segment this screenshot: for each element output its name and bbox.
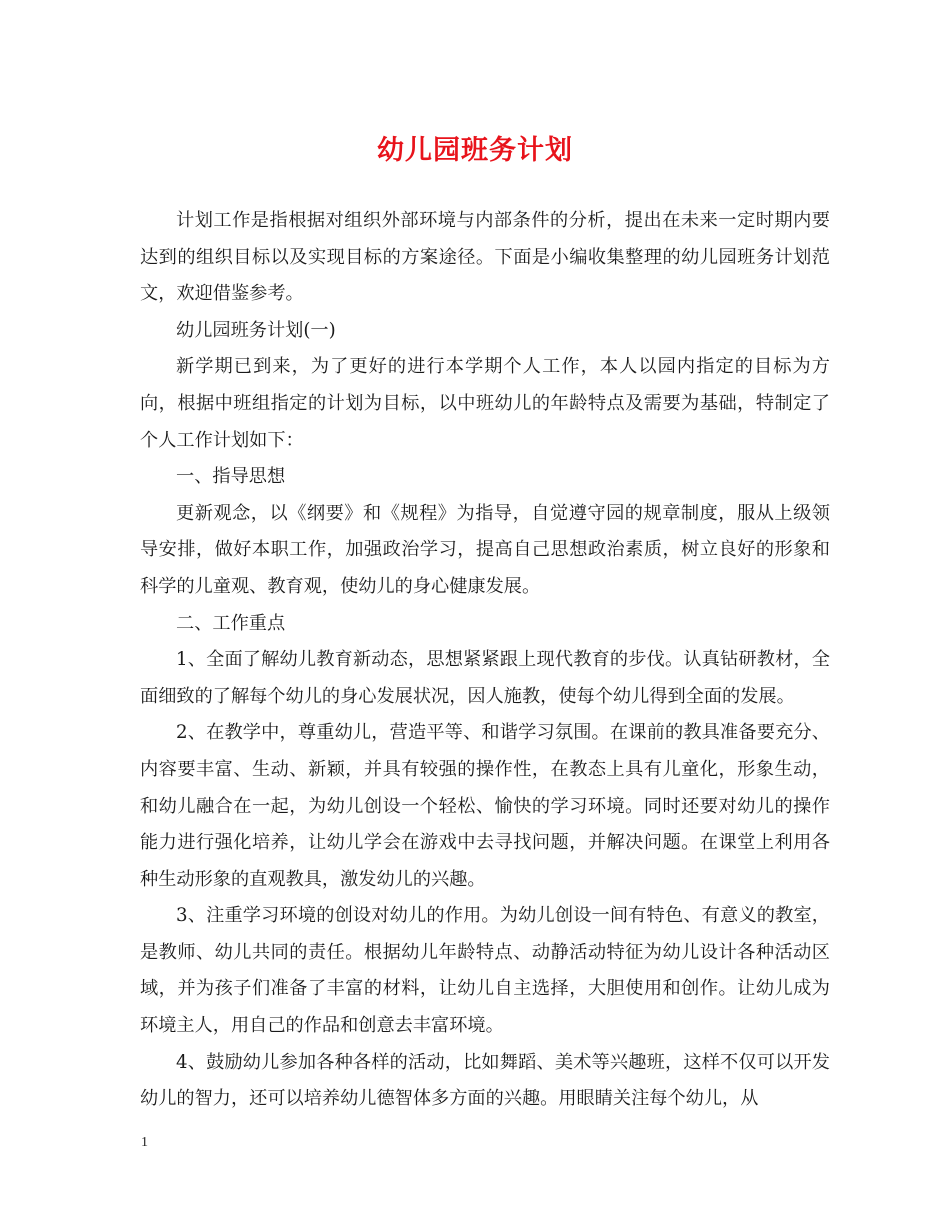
paragraph: 2、在教学中，尊重幼儿，营造平等、和谐学习氛围。在课前的教具准备要充分、内容要丰富、生动、新颖，并具有较强的操作性，在教态上具有儿童化，形象生动，和幼儿融合在一起，为幼儿创设一个轻松、愉快的学习环境。同时还要对幼儿的操作能力进行强化培养，让幼儿学会在游戏中去寻找问题，并解决问题。在课堂上利用各种生动形象的直观教具，激发幼儿的兴趣。 — [140, 722, 830, 890]
paragraph: 新学期已到来，为了更好的进行本学期个人工作，本人以园内指定的目标为方向，根据中班组指定的计划为目标，以中班幼儿的年龄特点及需要为基础，特制定了个人工作计划如下： — [140, 356, 830, 451]
paragraph-intro: 计划工作是指根据对组织外部环境与内部条件的分析，提出在未来一定时期内要达到的组织目标以及实现目标的方案途径。下面是小编收集整理的幼儿园班务计划范文，欢迎借鉴参考。 — [140, 210, 830, 305]
paragraph-subtitle: 幼儿园班务计划(一) — [176, 319, 336, 341]
paragraph: 更新观念，以《纲要》和《规程》为指导，自觉遵守园的规章制度，服从上级领导安排，做好本职工作，加强政治学习，提高自己思想政治素质，树立良好的形象和科学的儿童观、教育观，使幼儿的身心健康发展。 — [140, 502, 830, 597]
document-title: 幼儿园班务计划 — [377, 135, 573, 166]
section-heading: 二、工作重点 — [176, 612, 286, 634]
page-number: 1 — [141, 1135, 148, 1150]
section-heading: 一、指导思想 — [176, 466, 286, 488]
paragraph: 4、鼓励幼儿参加各种各样的活动，比如舞蹈、美术等兴趣班，这样不仅可以开发幼儿的智力，还可以培养幼儿德智体多方面的兴趣。用眼睛关注每个幼儿，从 — [140, 1051, 830, 1110]
document-body — [140, 203, 830, 1118]
paragraph: 1、全面了解幼儿教育新动态，思想紧紧跟上现代教育的步伐。认真钻研教材，全面细致的了解每个幼儿的身心发展状况，因人施教，使每个幼儿得到全面的发展。 — [140, 649, 830, 707]
paragraph: 3、注重学习环境的创设对幼儿的作用。为幼儿创设一间有特色、有意义的教室，是教师、幼儿共同的责任。根据幼儿年龄特点、动静活动特征为幼儿设计各种活动区域，并为孩子们准备了丰富的材料，让幼儿自主选择，大胆使用和创作。让幼儿成为环境主人，用自己的作品和创意去丰富环境。 — [140, 905, 830, 1037]
